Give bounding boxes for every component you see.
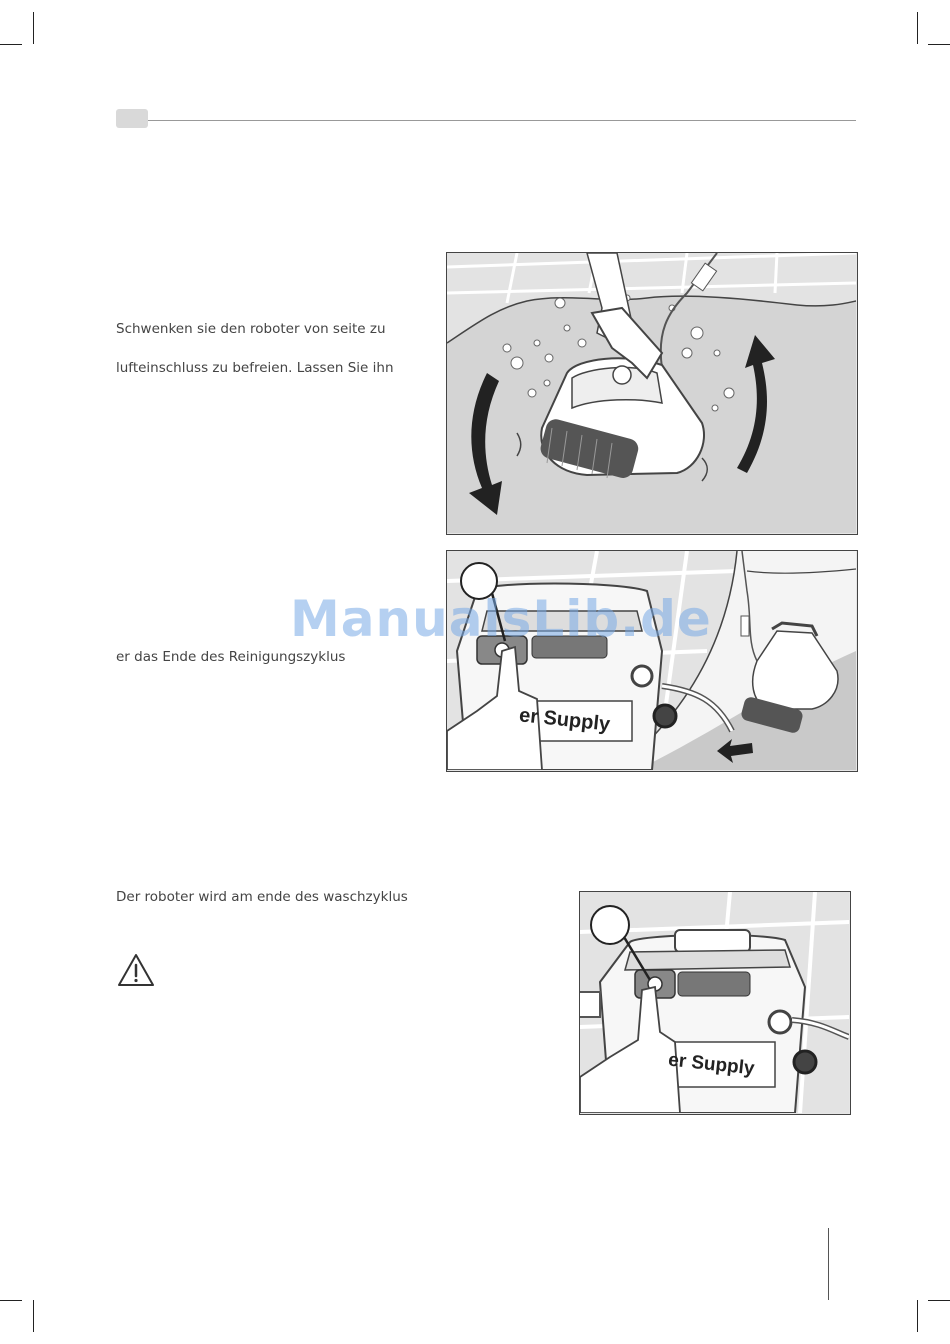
header-tab [116, 109, 148, 128]
crop-mark [33, 1300, 34, 1332]
crop-mark [33, 12, 34, 44]
robot-tilting-illustration [447, 253, 856, 533]
supply-label-2: er Supply [667, 1049, 756, 1080]
crop-mark [917, 12, 918, 44]
crop-mark [0, 44, 22, 45]
page-number-rule [828, 1228, 829, 1300]
crop-mark [928, 1300, 950, 1301]
warning-triangle-icon [117, 953, 155, 987]
header-rule [148, 120, 856, 121]
crop-mark [928, 44, 950, 45]
paragraph-3-line-1: Der roboter wird am ende des waschzyklus [116, 889, 408, 905]
paragraph-1-line-1: Schwenken sie den roboter von seite zu [116, 321, 386, 337]
crop-mark [917, 1300, 918, 1332]
power-button-illustration [580, 892, 849, 1113]
watermark: ManualsLib.de [290, 590, 712, 648]
paragraph-1-line-2: lufteinschluss zu befreien. Lassen Sie ihn [116, 360, 394, 376]
power-supply-illustration [447, 551, 856, 770]
figure-robot-tilting [446, 252, 858, 535]
supply-label-1: er Supply [518, 704, 612, 736]
figure-power-supply-button [446, 550, 858, 772]
crop-mark [0, 1300, 22, 1301]
figure-power-button-press [579, 891, 851, 1115]
paragraph-2-line-1: er das Ende des Reinigungszyklus [116, 649, 346, 665]
